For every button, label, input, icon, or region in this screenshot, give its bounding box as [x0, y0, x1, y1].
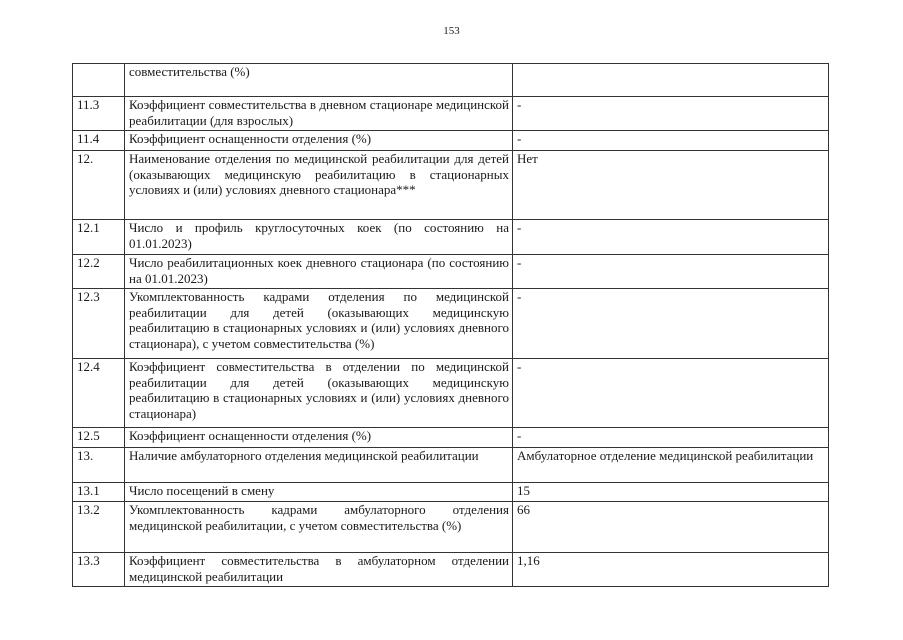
row-value: 15	[513, 483, 829, 502]
row-description: Коэффициент оснащенности отделения (%)	[125, 428, 513, 448]
table-row	[73, 151, 829, 220]
row-description: Укомплектованность кадрами амбулаторного отделения медицинской реабилитации, с учетом совместительства (%)	[125, 502, 513, 553]
page-number: 153	[443, 25, 460, 37]
row-number	[73, 64, 125, 97]
row-value: -	[513, 255, 829, 289]
row-description: Коэффициент оснащенности отделения (%)	[125, 131, 513, 151]
table-row	[73, 428, 829, 448]
row-description: Наименование отделения по медицинской реабилитации для детей (оказывающих медицинскую реабилитацию в стационарных условиях и (или) условиях дневного стационара***	[125, 151, 513, 220]
row-value: 66	[513, 502, 829, 553]
row-number: 13.2	[73, 502, 125, 553]
row-value: -	[513, 359, 829, 428]
table-row	[73, 448, 829, 483]
row-description: Коэффициент совместительства в дневном стационаре медицинской реабилитации (для взрослых)	[125, 97, 513, 131]
row-value: Амбулаторное отделение медицинской реабилитации	[513, 448, 829, 483]
row-number: 12.3	[73, 289, 125, 359]
row-value: -	[513, 289, 829, 359]
table-row	[73, 131, 829, 151]
row-number: 13.	[73, 448, 125, 483]
row-number: 11.3	[73, 97, 125, 131]
row-description: Наличие амбулаторного отделения медицинской реабилитации	[125, 448, 513, 483]
row-value: -	[513, 131, 829, 151]
table-row	[73, 220, 829, 255]
row-value: 1,16	[513, 553, 829, 587]
row-number: 11.4	[73, 131, 125, 151]
row-number: 12.2	[73, 255, 125, 289]
row-value: -	[513, 97, 829, 131]
row-number: 12.1	[73, 220, 125, 255]
indicators-table	[72, 63, 829, 587]
row-description: Укомплектованность кадрами отделения по медицинской реабилитации для детей (оказывающих медицинскую реабилитацию в стационарных условиях и (или) условиях дневного стационара), с учетом совместительства (%)	[125, 289, 513, 359]
table-row	[73, 97, 829, 131]
row-description: Число и профиль круглосуточных коек (по состоянию на 01.01.2023)	[125, 220, 513, 255]
row-value	[513, 64, 829, 97]
table-row	[73, 553, 829, 587]
row-number: 13.3	[73, 553, 125, 587]
row-number: 12.4	[73, 359, 125, 428]
row-description: Число посещений в смену	[125, 483, 513, 502]
row-number: 12.	[73, 151, 125, 220]
table-row	[73, 64, 829, 97]
row-description: Число реабилитационных коек дневного стационара (по состоянию на 01.01.2023)	[125, 255, 513, 289]
table-row	[73, 502, 829, 553]
row-description: Коэффициент совместительства в амбулаторном отделении медицинской реабилитации	[125, 553, 513, 587]
row-value: Нет	[513, 151, 829, 220]
row-value: -	[513, 428, 829, 448]
row-description: совместительства (%)	[125, 64, 513, 97]
row-number: 12.5	[73, 428, 125, 448]
row-number: 13.1	[73, 483, 125, 502]
table-row	[73, 255, 829, 289]
row-description: Коэффициент совместительства в отделении по медицинской реабилитации для детей (оказывающих медицинскую реабилитацию в стационарных условиях и (или) условиях дневного стационара)	[125, 359, 513, 428]
table-row	[73, 483, 829, 502]
row-value: -	[513, 220, 829, 255]
table-row	[73, 289, 829, 359]
table-row	[73, 359, 829, 428]
